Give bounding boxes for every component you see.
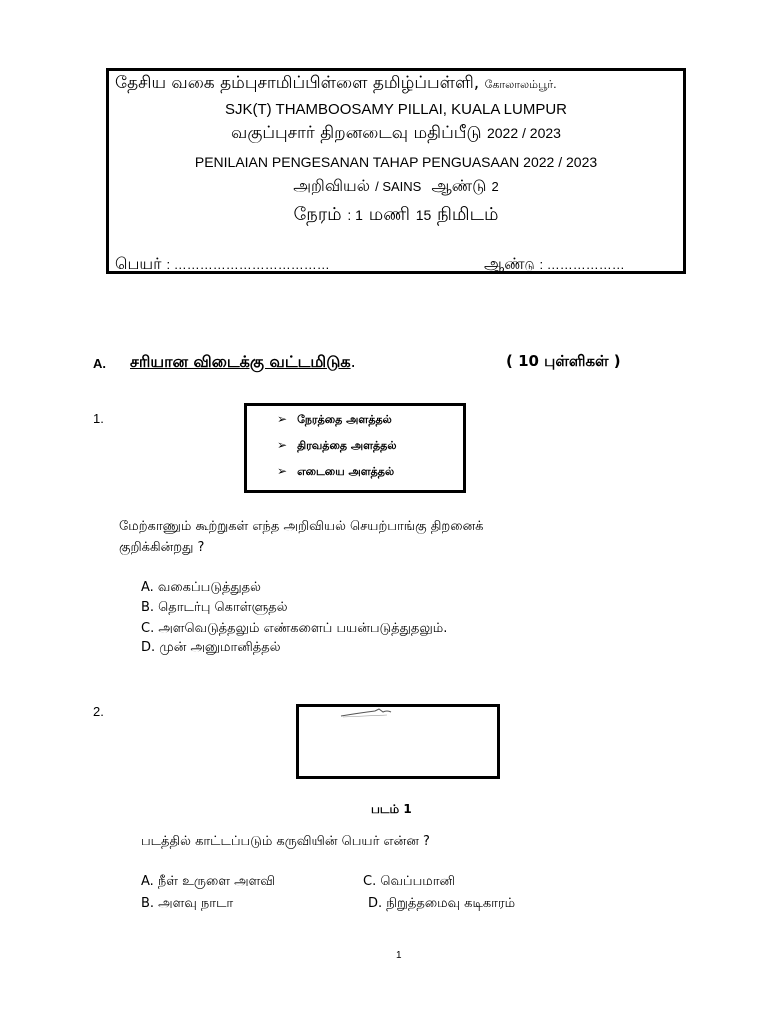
name-field[interactable] xyxy=(115,254,330,275)
class-blank[interactable]: : ……………… xyxy=(539,257,625,272)
question-1-text-line2: குறிக்கின்றது ? xyxy=(119,540,205,555)
question-2-text: படத்தில் காட்டப்படும் கருவியின் பெயர் என்ன ? xyxy=(141,834,430,849)
question-1-text-line1: மேற்காணும் கூற்றுகள் எந்த அறிவியல் செயற்பாங்கு திறனைக் xyxy=(119,519,484,534)
question-1-option-c[interactable]: C. அளவெடுத்தலும் எண்களைப் பயன்படுத்துதலும். xyxy=(141,621,448,636)
class-field[interactable]: ஆண்டு : ……………… xyxy=(484,254,625,273)
arrowhead-bullet-icon: ➢ xyxy=(277,464,288,478)
year-value: 2 xyxy=(491,179,499,194)
question-1-statement-box xyxy=(244,403,466,493)
question-2-option-b[interactable]: B. அளவு நாடா xyxy=(141,896,234,911)
assessment-title-malay: PENILAIAN PENGESANAN TAHAP PENGUASAAN 2022 / 2023 xyxy=(194,154,598,170)
school-name-tamil: தேசிய வகை தம்புசாமிப்பிள்ளை தமிழ்ப்பள்ளி, கோலாலம்பூர். xyxy=(115,73,557,93)
arrowhead-bullet-icon: ➢ xyxy=(277,412,288,426)
school-location: கோலாலம்பூர். xyxy=(484,78,557,91)
question-2-option-d[interactable]: D. நிறுத்தமைவு கடிகாரம் xyxy=(368,896,516,911)
question-1-number: 1. xyxy=(93,411,104,426)
subject-line xyxy=(109,176,683,197)
school-name-english: SJK(T) THAMBOOSAMY PILLAI, KUALA LUMPUR xyxy=(224,101,568,118)
question-2-option-a[interactable]: A. நீள் உருளை அளவி xyxy=(141,874,276,889)
year-label: ஆண்டு xyxy=(431,176,487,195)
list-item: ➢ திரவத்தை அளத்தல் xyxy=(277,438,397,452)
list-item: ➢ நேரத்தை அளத்தல் xyxy=(277,412,392,426)
section-marks: ( 10 புள்ளிகள் ) xyxy=(506,352,621,370)
header-box xyxy=(106,68,686,274)
question-2-option-c[interactable]: C. வெப்பமானி xyxy=(363,874,456,889)
assessment-year: 2022 / 2023 xyxy=(486,125,561,141)
page-number: 1 xyxy=(396,950,402,961)
subject-malay: / SAINS xyxy=(375,179,422,194)
arrowhead-bullet-icon: ➢ xyxy=(277,438,288,452)
subject-tamil: அறிவியல் xyxy=(293,176,371,195)
question-2-picture-frame xyxy=(296,704,500,779)
assessment-title-tamil: வகுப்புசார் திறனடைவு மதிப்பீடு 2022 / 2023 xyxy=(231,123,561,143)
section-letter: A. xyxy=(93,356,106,371)
time-label: நேரம் xyxy=(293,204,342,225)
section-title: சரியான விடைக்கு வட்டமிடுக. xyxy=(130,352,356,371)
name-label: பெயர் xyxy=(115,254,162,273)
class-label: ஆண் xyxy=(484,254,525,273)
question-1-option-b[interactable]: B. தொடர்பு கொள்ளுதல் xyxy=(141,600,288,615)
question-1-option-d[interactable]: D. முன் அனுமானித்தல் xyxy=(141,640,281,655)
question-2-number: 2. xyxy=(93,704,104,719)
question-1-option-a[interactable]: A. வகைப்படுத்துதல் xyxy=(141,580,261,595)
time-line: நேரம் : 1 மணி 15 நிமிடம் xyxy=(293,204,499,225)
name-blank[interactable]: : ……………………………… xyxy=(166,257,330,272)
figure-caption: படம் 1 xyxy=(371,802,412,816)
list-item: ➢ எடையை அளத்தல் xyxy=(277,464,395,478)
measuring-tape-sketch-icon xyxy=(299,707,497,776)
